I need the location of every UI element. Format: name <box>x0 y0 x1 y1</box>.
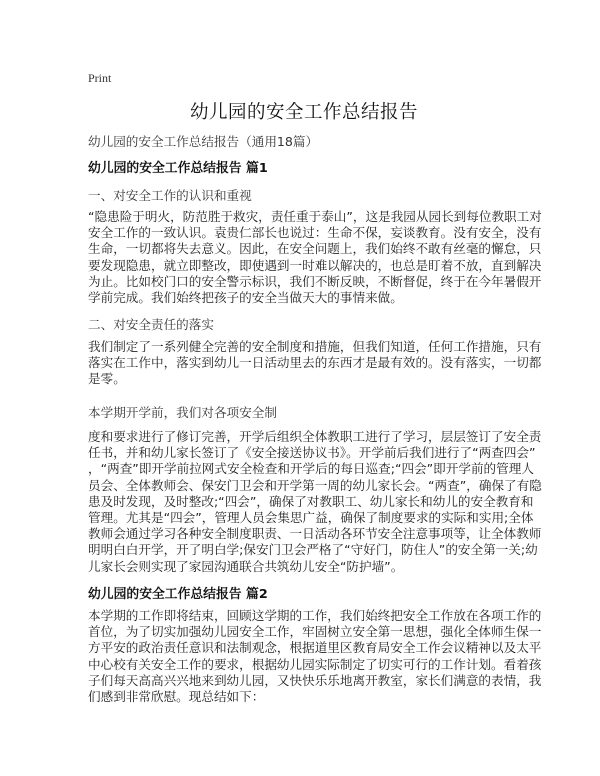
document-title: 幼儿园的安全工作总结报告 <box>189 102 418 123</box>
text-line: 安全工作的一致认识。袁贵仁部长也说过：生命不保，妄谈教育。没有安全，没有 <box>88 225 542 241</box>
text-line: 为止。比如校门口的安全警示标识，我们不断反映，不断督促，终于在今年暑假开 <box>88 273 542 289</box>
text-line: 任书，并和幼儿家长签订了《安全接送协议书》。开学前后我们进行了“两查四会” <box>88 445 536 461</box>
section-2-paragraph <box>88 339 542 388</box>
text-line: 员会、全体教师会、保安门卫会和开学第一周的幼儿家长会。“两查”，确保了有隐 <box>88 477 542 493</box>
article-1-heading: 幼儿园的安全工作总结报告 篇1 <box>88 161 268 176</box>
article-2-paragraph <box>88 608 542 705</box>
text-line: 首位，为了切实加强幼儿园安全工作，牢固树立安全第一思想，强化全体师生保一 <box>88 624 542 640</box>
print-link[interactable]: Print <box>88 71 112 85</box>
section-3-title: 本学期开学前，我们对各项安全制 <box>88 405 277 420</box>
text-line: 生命，一切都将失去意义。因此，在安全问题上，我们始终不敢有丝毫的懈怠，只 <box>88 241 542 257</box>
text-line: 子们每天高高兴兴地来到幼儿园，又快快乐乐地离开教室，家长们满意的表情，我 <box>88 672 542 688</box>
section-2-title: 二、对安全责任的落实 <box>88 317 214 332</box>
text-line: 儿家长会则实现了家园沟通联合共筑幼儿安全“防护墙”。 <box>88 558 404 574</box>
text-line: 本学期的工作即将结束，回顾这学期的工作，我们始终把安全工作放在各项工作的 <box>88 608 542 623</box>
text-line: 方平安的政治责任意识和法制观念，根据道里区教育局安全工作会议精神以及太平 <box>88 640 542 656</box>
article-2-heading: 幼儿园的安全工作总结报告 篇2 <box>88 587 268 602</box>
text-line: 落实在工作中，落实到幼儿一日活动里去的东西才是最有效的。没有落实，一切都 <box>88 355 542 371</box>
text-line: ，“两查”即开学前拉网式安全检查和开学后的每日巡查;“四会”即开学前的管理人 <box>88 461 534 477</box>
text-line: “隐患险于明火，防范胜于救灾，责任重于泰山”，这是我园从园长到每位教职工对 <box>88 209 542 224</box>
section-3-paragraph <box>88 429 542 575</box>
text-line: 要发现隐患，就立即整改，即使遇到一时难以解决的，也总是盯着不放，直到解决 <box>88 257 542 273</box>
text-line: 度和要求进行了修订完善，开学后组织全体教职工进行了学习，层层签订了安全责 <box>88 429 542 444</box>
text-line: 管理。尤其是“四会”，管理人员会集思广益，确保了制度要求的实际和实用;全体 <box>88 510 534 526</box>
section-1-title: 一、对安全工作的认识和重视 <box>88 188 252 203</box>
text-line: 患及时发现，及时整改;“四会”，确保了对教职工、幼儿家长和幼儿的安全教育和 <box>88 493 534 509</box>
text-line: 教师会通过学习各种安全制度职责、一日活动各环节安全注意事项等，让全体教师 <box>88 526 542 542</box>
section-1-paragraph <box>88 209 542 306</box>
text-line: 中心校有关安全工作的要求，根据幼儿园实际制定了切实可行的工作计划。看着孩 <box>88 656 542 672</box>
text-line: 是零。 <box>88 371 126 387</box>
text-line: 明明白白开学，开了明白学;保安门卫会严格了“守好门，防住人”的安全第一关;幼 <box>88 542 538 558</box>
text-line: 学前完成。我们始终把孩子的安全当做天大的事情来做。 <box>88 290 403 306</box>
text-line: 我们制定了一系列健全完善的安全制度和措施，但我们知道，任何工作措施，只有 <box>88 339 542 354</box>
document-subtitle: 幼儿园的安全工作总结报告（通用18篇） <box>88 134 319 149</box>
text-line: 们感到非常欣慰。现总结如下： <box>88 689 265 705</box>
